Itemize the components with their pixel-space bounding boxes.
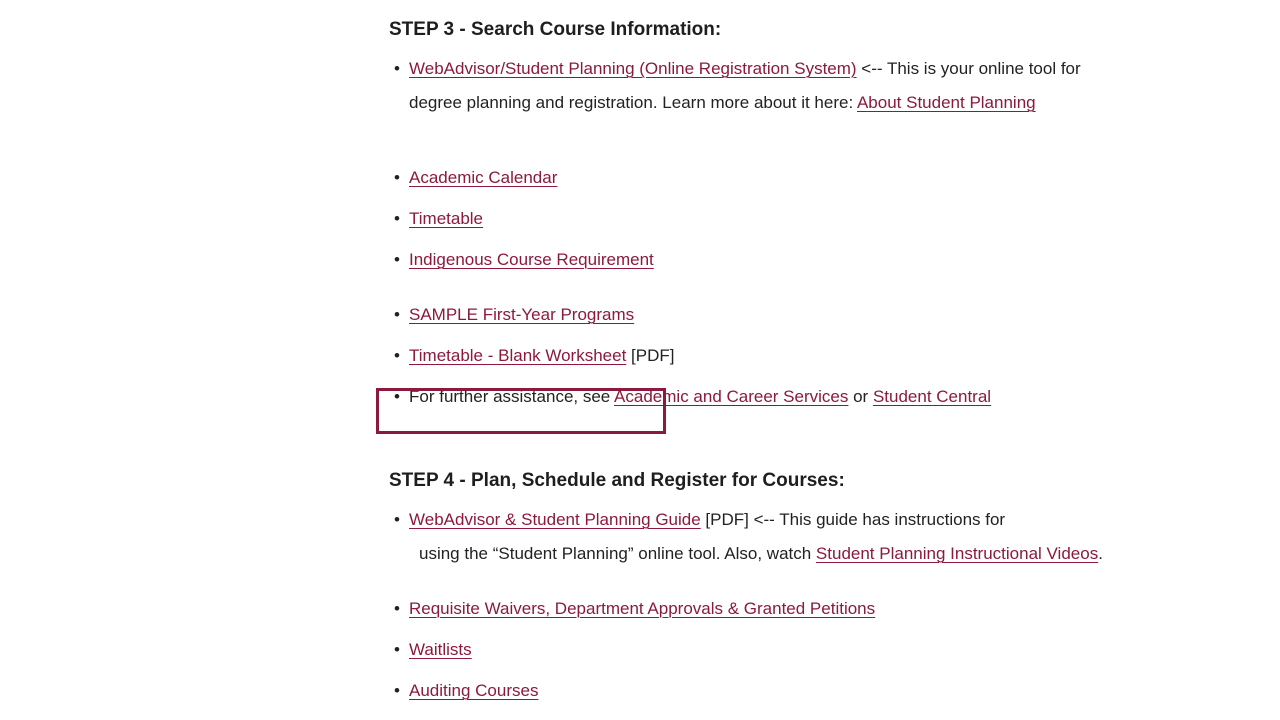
item-text: For further assistance, see <box>409 387 615 406</box>
step4-heading: STEP 4 - Plan, Schedule and Register for Courses: <box>389 470 845 491</box>
item-text: . <box>1098 544 1103 563</box>
item-text: [PDF] <-- This guide has instructions for <box>700 510 1006 529</box>
list-item-body <box>409 503 1103 571</box>
planning-guide-link[interactable]: WebAdvisor & Student Planning Guide <box>409 510 701 529</box>
sample-programs-link[interactable]: SAMPLE First-Year Programs <box>409 305 635 324</box>
timetable-link[interactable]: Timetable <box>409 209 484 228</box>
bullet-icon: • <box>394 599 400 618</box>
highlight-box <box>376 388 666 434</box>
bullet-icon: • <box>394 510 400 529</box>
bullet-icon: • <box>394 305 400 324</box>
bullet-icon: • <box>394 640 400 659</box>
line-1 <box>409 52 1081 86</box>
bullet-icon: • <box>394 209 400 228</box>
item-text: <-- This is your online tool for <box>856 59 1081 78</box>
bullet-icon: • <box>394 346 400 365</box>
item-text: degree planning and registration. Learn more about it here: <box>409 93 857 112</box>
webadvisor-link[interactable]: WebAdvisor/Student Planning (Online Registration System) <box>409 59 857 78</box>
bullet-icon: • <box>394 250 400 269</box>
about-student-planning-link[interactable]: About Student Planning <box>856 93 1036 112</box>
waivers-link[interactable]: Requisite Waivers, Department Approvals & Granted Petitions <box>409 599 876 618</box>
waitlists-link[interactable]: Waitlists <box>409 640 472 659</box>
step3-heading: STEP 3 - Search Course Information: <box>389 19 722 40</box>
bullet-icon: • <box>394 59 400 78</box>
item-text: using the “Student Planning” online tool. Also, watch <box>419 544 816 563</box>
list-item-body <box>409 52 1081 120</box>
pdf-label: [PDF] <box>626 346 675 365</box>
academic-career-services-link[interactable]: Academic and Career Services <box>614 387 849 406</box>
line-2 <box>409 86 1081 120</box>
auditing-courses-link[interactable]: Auditing Courses <box>409 681 539 700</box>
bullet-icon: • <box>394 168 400 187</box>
bullet-icon: • <box>394 681 400 700</box>
item-text: or <box>848 387 873 406</box>
line-1 <box>409 503 1103 537</box>
instructional-videos-link[interactable]: Student Planning Instructional Videos <box>815 544 1099 563</box>
bullet-icon: • <box>394 387 400 406</box>
student-central-link[interactable]: Student Central <box>872 387 992 406</box>
academic-calendar-link[interactable]: Academic Calendar <box>409 168 558 187</box>
indigenous-course-link[interactable]: Indigenous Course Requirement <box>409 250 654 269</box>
line-2 <box>409 537 1103 571</box>
blank-worksheet-link[interactable]: Timetable - Blank Worksheet <box>409 346 627 365</box>
